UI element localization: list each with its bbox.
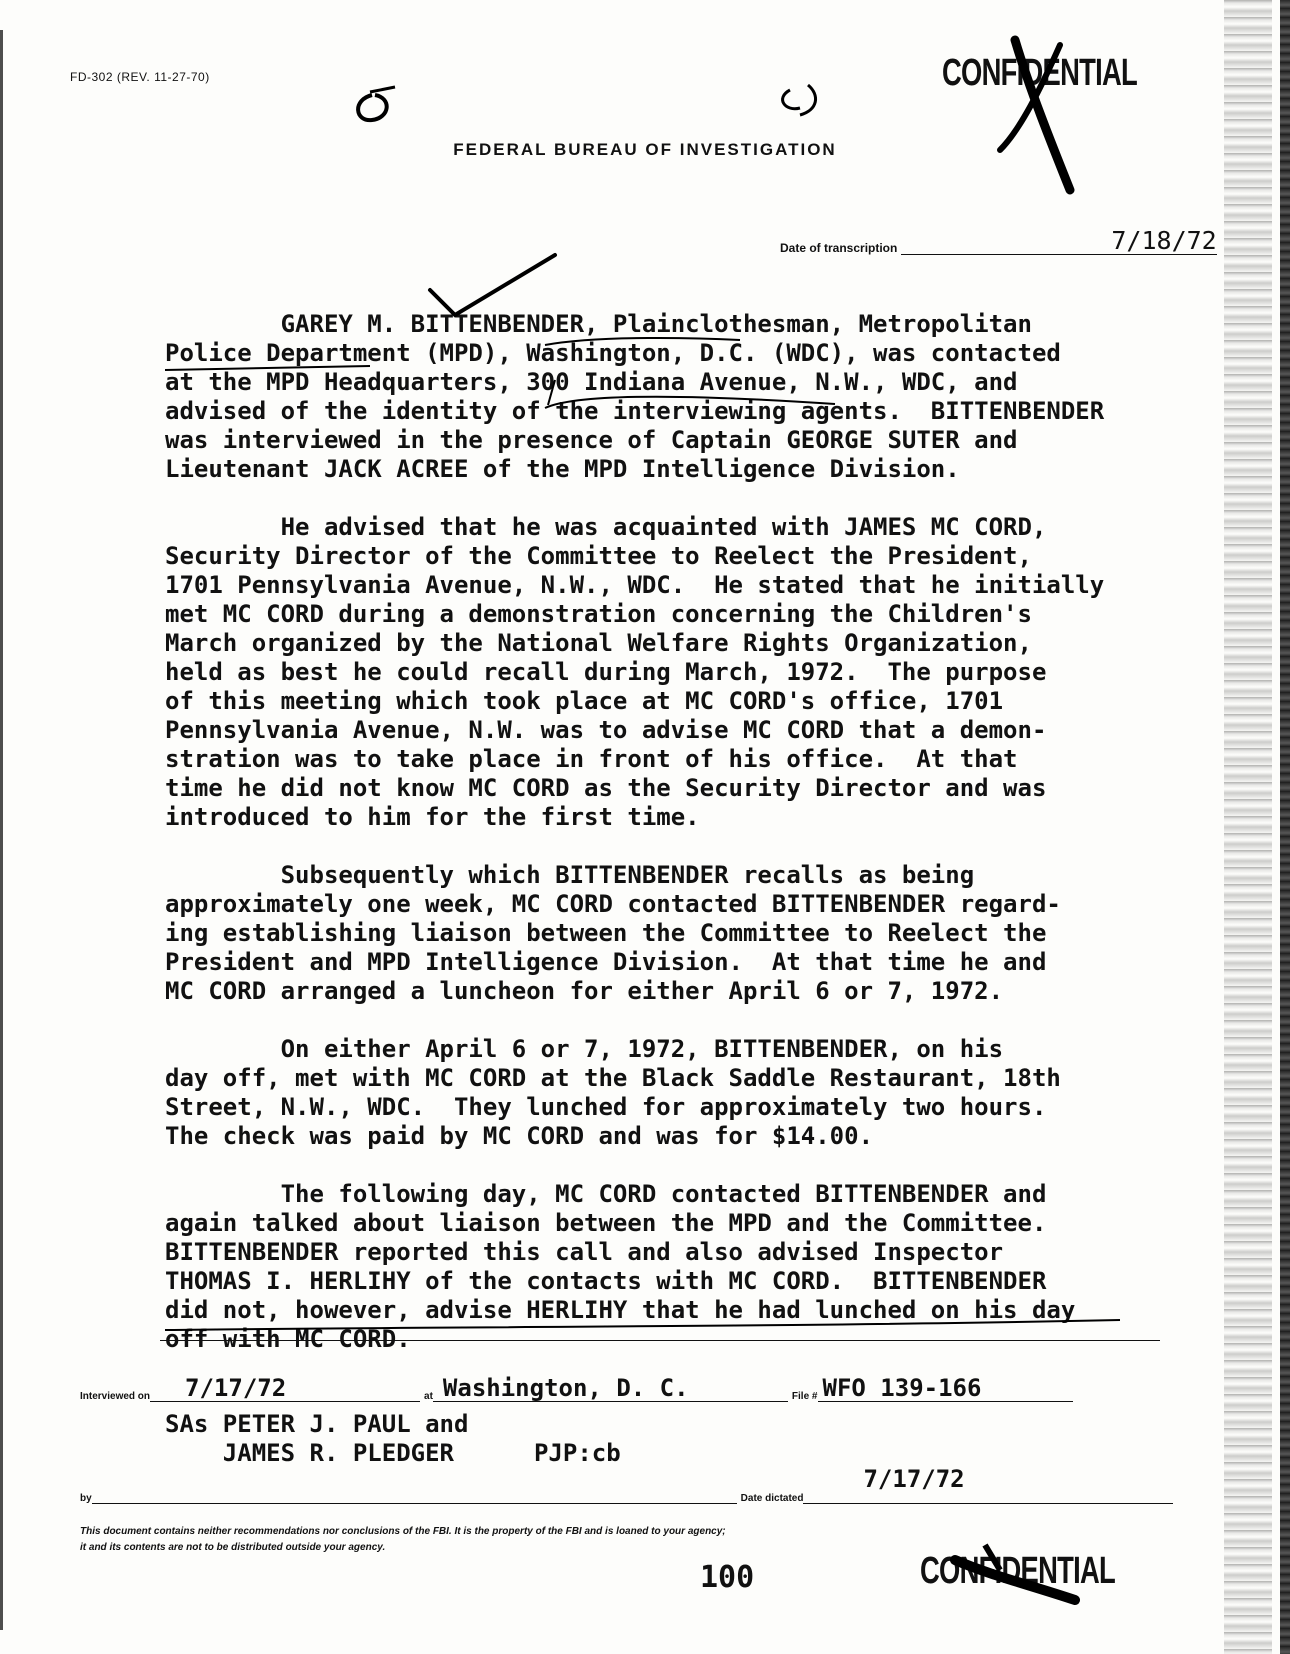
disclaimer-line-2: it and its contents are not to be distributed outside your agency. — [80, 1542, 386, 1553]
classification-stamp-bottom: CONFIDENTIAL — [920, 1550, 1116, 1592]
header-scribble-right — [783, 85, 816, 115]
classification-stamp-top: CONFIDENTIAL — [942, 52, 1138, 94]
disclaimer-line-1: This document contains neither recommendations nor conclusions of the FBI. It is the property of the FBI and is loaned to your agency; — [80, 1526, 726, 1537]
date-dictated: 7/17/72 — [803, 1455, 1173, 1504]
header-scribble-dash — [370, 87, 395, 92]
paragraph-5: The following day, MC CORD contacted BITTENBENDER and again talked about liaison between the MPD and the Committee. BITTENBENDER reported this call and also advised Inspector THOMAS I. HERLIHY of the contacts with MC CORD. BITTENBENDER did not, however, advise HERLIHY that he had lunched on his day off with MC CORD. — [165, 1180, 1076, 1353]
scan-edge-right — [1224, 0, 1272, 1654]
transcription-date: 7/18/72 — [901, 228, 1216, 255]
at-label: at — [424, 1391, 433, 1402]
header-scribble-circle — [358, 95, 387, 120]
interview-location: Washington, D. C. — [433, 1375, 788, 1402]
paragraph-1: GAREY M. BITTENBENDER, Plainclothesman, Metropolitan Police Department (MPD), Washington, D.C. (WDC), was contacted at the MPD Headquarters, 300 Indiana Avenue, N.W., WDC, and advised of the identity of the interviewing agents. BITTENBENDER was interviewed in the presence of Captain GEORGE SUTER and Lieutenant JACK ACREE of the MPD Intelligence Division. — [165, 310, 1105, 483]
typist-initials: PJP:cb — [533, 1439, 621, 1467]
file-label: File # — [791, 1391, 818, 1402]
transcription-label: Date of transcription — [780, 241, 898, 255]
scan-edge-left — [0, 30, 3, 1630]
agency-title: FEDERAL BUREAU OF INVESTIGATION — [453, 140, 837, 159]
interviewed-on-date: 7/17/72 — [150, 1375, 420, 1402]
date-dictated-label: Date dictated — [740, 1493, 804, 1504]
interviewed-on-label: Interviewed on — [80, 1391, 151, 1402]
footer-divider — [160, 1340, 1160, 1341]
file-number: WFO 139-166 — [818, 1375, 1073, 1402]
by-label: by — [80, 1493, 92, 1504]
by-row — [80, 1455, 1173, 1504]
by-line — [92, 1477, 737, 1504]
form-number: FD-302 (REV. 11-27-70) — [70, 70, 210, 84]
agents-line-2-names: JAMES R. PLEDGER — [165, 1439, 454, 1467]
interview-body — [165, 310, 1175, 1383]
page-number: 100 — [700, 1560, 755, 1595]
paragraph-3: Subsequently which BITTENBENDER recalls as being approximately one week, MC CORD contacted BITTENBENDER regard- ing establishing liaison between the Committee to Reelect the President and MPD Intelligence Division. At that time he and MC CORD arranged a luncheon for either April 6 or 7, 1972. — [165, 861, 1061, 1005]
agents-line-1: SAs PETER J. PAUL and — [165, 1410, 469, 1438]
name-check-mark — [430, 255, 555, 315]
paragraph-4: On either April 6 or 7, 1972, BITTENBENDER, on his day off, met with MC CORD at the Black Saddle Restaurant, 18th Street, N.W., WDC. They lunched for approximately two hours. The check was paid by MC CORD and was for $14.00. — [165, 1035, 1061, 1150]
interviewed-row — [80, 1375, 1073, 1402]
paragraph-2: He advised that he was acquainted with JAMES MC CORD, Security Director of the Committee to Reelect the President, 1701 Pennsylvania Avenue, N.W., WDC. He stated that he initially met MC CORD during a demonstration concerning the Children's March organized by the National Welfare Rights Organization, held as best he could recall during March, 1972. The purpose of this meeting which took place at MC CORD's office, 1701 Pennsylvania Avenue, N.W. was to advise MC CORD that a demon- stration was to take place in front of his office. At that time he did not know MC CORD as the Security Director and was introduced to him for the first time. — [165, 513, 1105, 831]
scan-edge-right-dark — [1280, 0, 1290, 1654]
date-of-transcription — [780, 226, 1217, 255]
